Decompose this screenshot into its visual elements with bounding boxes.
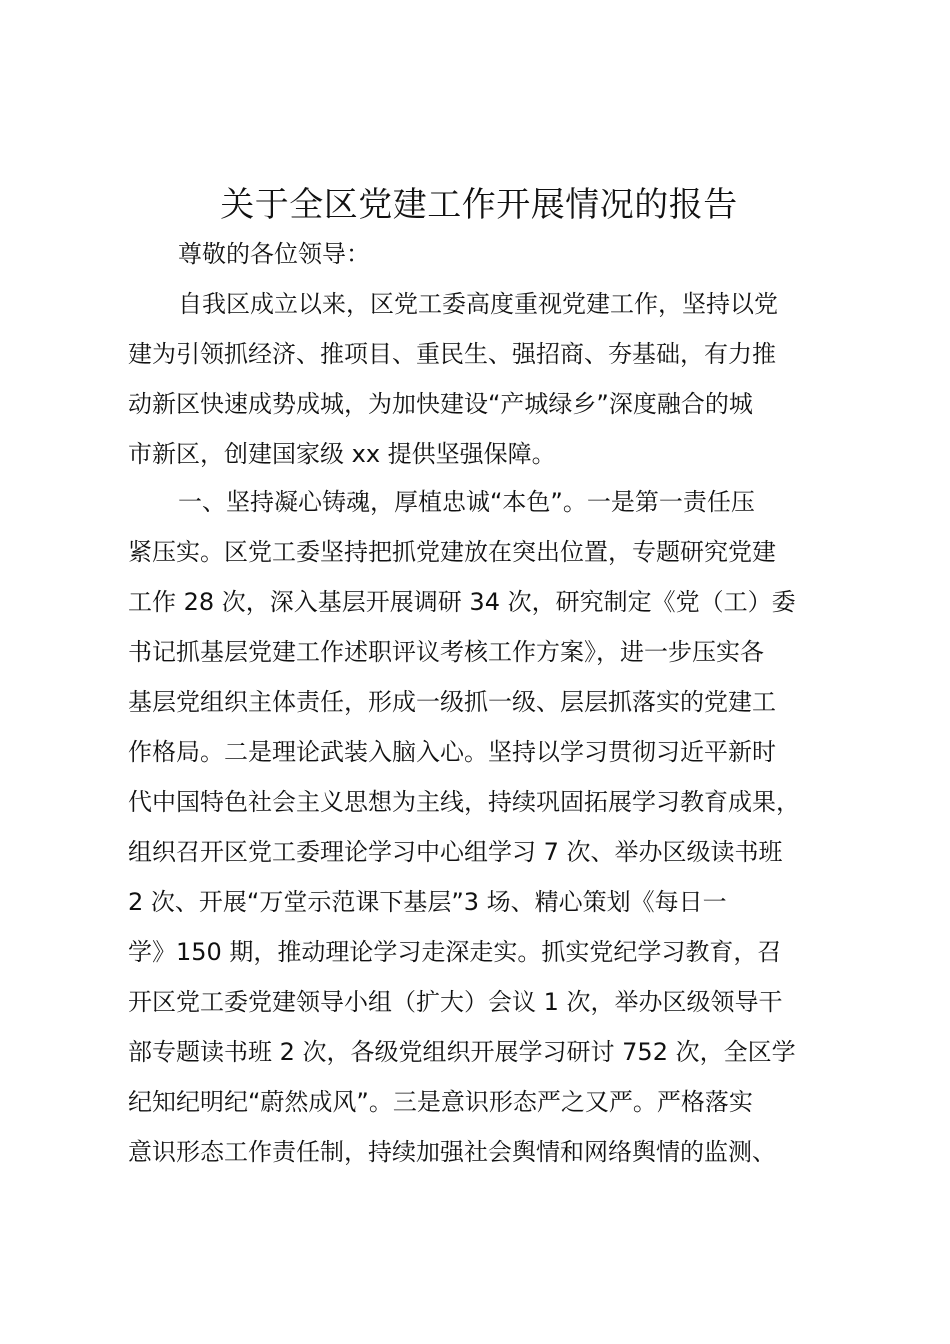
intro-line-3: 动新区快速成势成城，为加快建设“产城绿乡”深度融合的城 [128, 390, 753, 418]
section1-line-13: 纪知纪明纪“蔚然成风”。三是意识形态严之又严。严格落实 [128, 1088, 753, 1116]
section1-line-10: 学》150 期，推动理论学习走深走实。抓实党纪学习教育，召 [128, 938, 782, 966]
section1-line-6: 作格局。二是理论武装入脑入心。坚持以学习贯彻习近平新时 [128, 738, 776, 766]
intro-line-1: 自我区成立以来，区党工委高度重视党建工作，坚持以党 [178, 290, 778, 318]
section1-line-3: 工作 28 次，深入基层开展调研 34 次，研究制定《党（工）委 [128, 588, 796, 616]
section1-line-12: 部专题读书班 2 次，各级党组织开展学习研讨 752 次，全区学 [128, 1038, 796, 1066]
section1-line-9: 2 次、开展“万堂示范课下基层”3 场、精心策划《每日一 [128, 888, 727, 916]
section1-line-11: 开区党工委党建领导小组（扩大）会议 1 次，举办区级领导干 [128, 988, 783, 1016]
section1-line-7: 代中国特色社会主义思想为主线，持续巩固拓展学习教育成果， [128, 788, 800, 816]
document-title: 关于全区党建工作开展情况的报告 [220, 185, 738, 225]
section1-line-2: 紧压实。区党工委坚持把抓党建放在突出位置，专题研究党建 [128, 538, 776, 566]
intro-line-4: 市新区，创建国家级 xx 提供坚强保障。 [128, 440, 556, 468]
intro-line-2: 建为引领抓经济、推项目、重民生、强招商、夯基础，有力推 [128, 340, 776, 368]
section1-line-14: 意识形态工作责任制，持续加强社会舆情和网络舆情的监测、 [128, 1138, 776, 1166]
section1-line-4: 书记抓基层党建工作述职评议考核工作方案》，进一步压实各 [128, 638, 764, 666]
section1-line-5: 基层党组织主体责任，形成一级抓一级、层层抓落实的党建工 [128, 688, 776, 716]
greeting-line: 尊敬的各位领导： [178, 240, 370, 268]
section1-line-8: 组织召开区党工委理论学习中心组学习 7 次、举办区级读书班 [128, 838, 783, 866]
section1-line-1: 一、坚持凝心铸魂，厚植忠诚“本色”。一是第一责任压 [178, 488, 755, 516]
